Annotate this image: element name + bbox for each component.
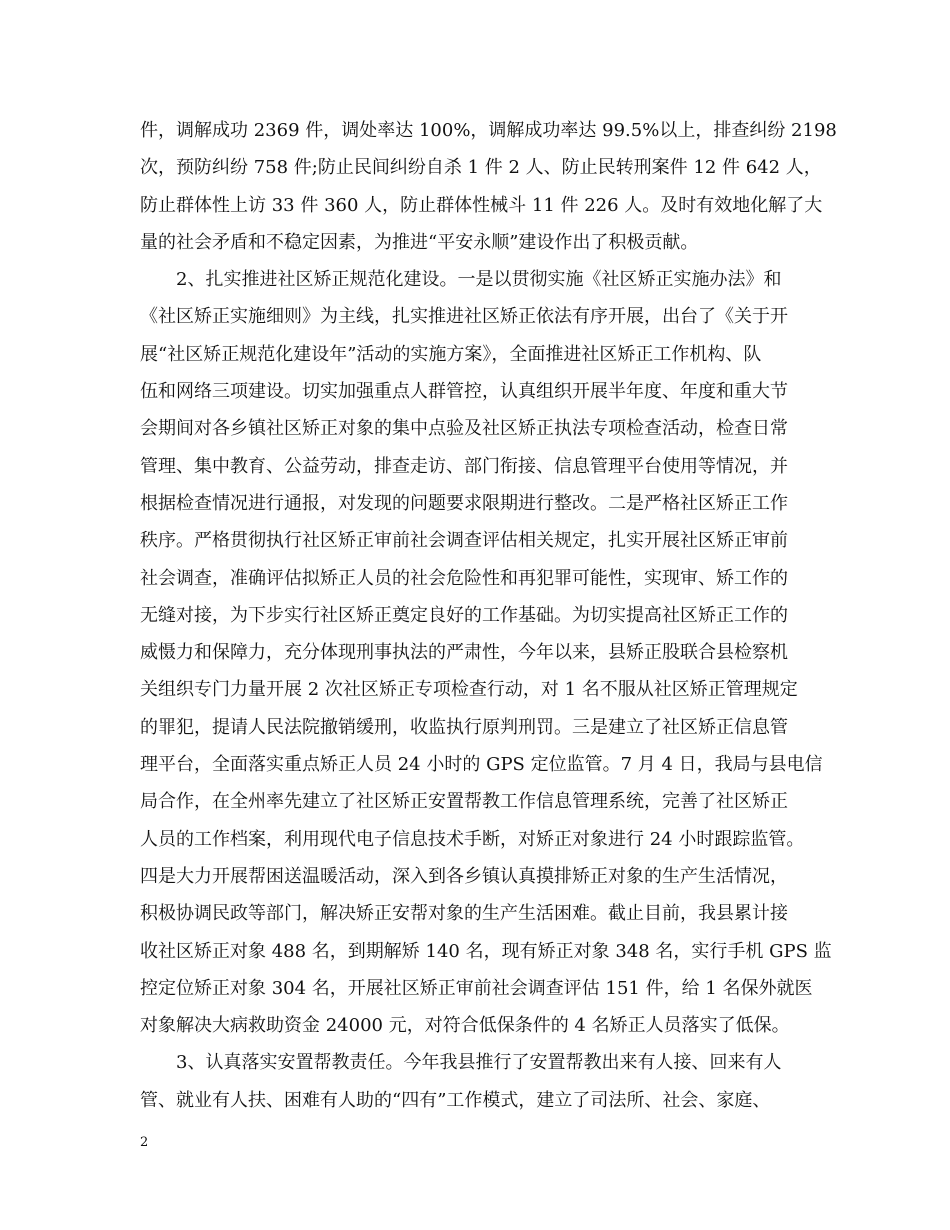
text-line: 收社区矫正对象 488 名，到期解矫 140 名，现有矫正对象 348 名，实行手机 GPS 监 (140, 940, 832, 962)
text-line: 人员的工作档案，利用现代电子信息技术手断，对矫正对象进行 24 小时跟踪监管。 (140, 828, 805, 850)
text-line: 《社区矫正实施细则》为主线，扎实推进社区矫正依法有序开展，出台了《关于开 (140, 306, 788, 328)
text-line: 的罪犯，提请人民法院撤销缓刑，收监执行原判刑罚。三是建立了社区矫正信息管 (140, 716, 788, 738)
text-line: 会期间对各乡镇社区矫正对象的集中点验及社区矫正执法专项检查活动，检查日常 (140, 418, 788, 440)
text-line: 展“社区矫正规范化建设年”活动的实施方案》，全面推进社区矫正工作机构、队 (140, 343, 762, 365)
text-line: 根据检查情况进行通报，对发现的问题要求限期进行整改。二是严格社区矫正工作 (140, 492, 788, 514)
text-line: 无缝对接，为下步实行社区矫正奠定良好的工作基础。为切实提高社区矫正工作的 (140, 604, 788, 626)
text-line: 四是大力开展帮困送温暖活动，深入到各乡镇认真摸排矫正对象的生产生活情况， (140, 865, 788, 887)
text-line: 社会调查，准确评估拟矫正人员的社会危险性和再犯罪可能性，实现审、矫工作的 (140, 567, 788, 589)
text-line: 件，调解成功 2369 件，调处率达 100%，调解成功率达 99.5%以上，排查纠纷 2198 (140, 120, 837, 141)
body-text (140, 112, 837, 1119)
text-line: 防止群体性上访 33 件 360 人，防止群体性械斗 11 件 226 人。及时有效地化解了大 (140, 194, 823, 216)
paragraph-start-line: 2、扎实推进社区矫正规范化建设。一是以贯彻实施《社区矫正实施办法》和 (176, 269, 782, 291)
text-line: 理平台，全面落实重点矫正人员 24 小时的 GPS 定位监管。7 月 4 日，我局与县电信 (140, 754, 823, 776)
text-line: 对象解决大病救助资金 24000 元，对符合低保条件的 4 名矫正人员落实了低保。 (140, 1015, 790, 1037)
text-line: 威慑力和保障力，充分体现刑事执法的严肃性，今年以来，县矫正股联合县检察机 (140, 642, 788, 664)
text-line: 管、就业有人扶、困难有人助的“四有”工作模式，建立了司法所、社会、家庭、 (140, 1089, 771, 1111)
text-line: 局合作，在全州率先建立了社区矫正安置帮教工作信息管理系统，完善了社区矫正 (140, 791, 788, 813)
text-line: 秩序。严格贯彻执行社区矫正审前社会调查评估相关规定，扎实开展社区矫正审前 (140, 530, 788, 552)
text-line: 伍和网络三项建设。切实加强重点人群管控，认真组织开展半年度、年度和重大节 (140, 381, 788, 403)
text-line: 积极协调民政等部门，解决矫正安帮对象的生产生活困难。截止目前，我县累计接 (140, 903, 788, 925)
paragraph-start-line: 3、认真落实安置帮教责任。今年我县推行了安置帮教出来有人接、回来有人 (176, 1052, 782, 1074)
text-line: 控定位矫正对象 304 名，开展社区矫正审前社会调查评估 151 件，给 1 名保外就医 (140, 977, 813, 999)
text-line: 次，预防纠纷 758 件;防止民间纠纷自杀 1 件 2 人、防止民转刑案件 12 件 642 人， (140, 157, 822, 179)
text-line: 关组织专门力量开展 2 次社区矫正专项检查行动，对 1 名不服从社区矫正管理规定 (140, 679, 798, 701)
page-number: 2 (140, 1135, 149, 1150)
text-line: 量的社会矛盾和不稳定因素，为推进“平安永顺”建设作出了积极贡献。 (140, 231, 699, 253)
text-line: 管理、集中教育、公益劳动，排查走访、部门衔接、信息管理平台使用等情况，并 (140, 455, 788, 477)
